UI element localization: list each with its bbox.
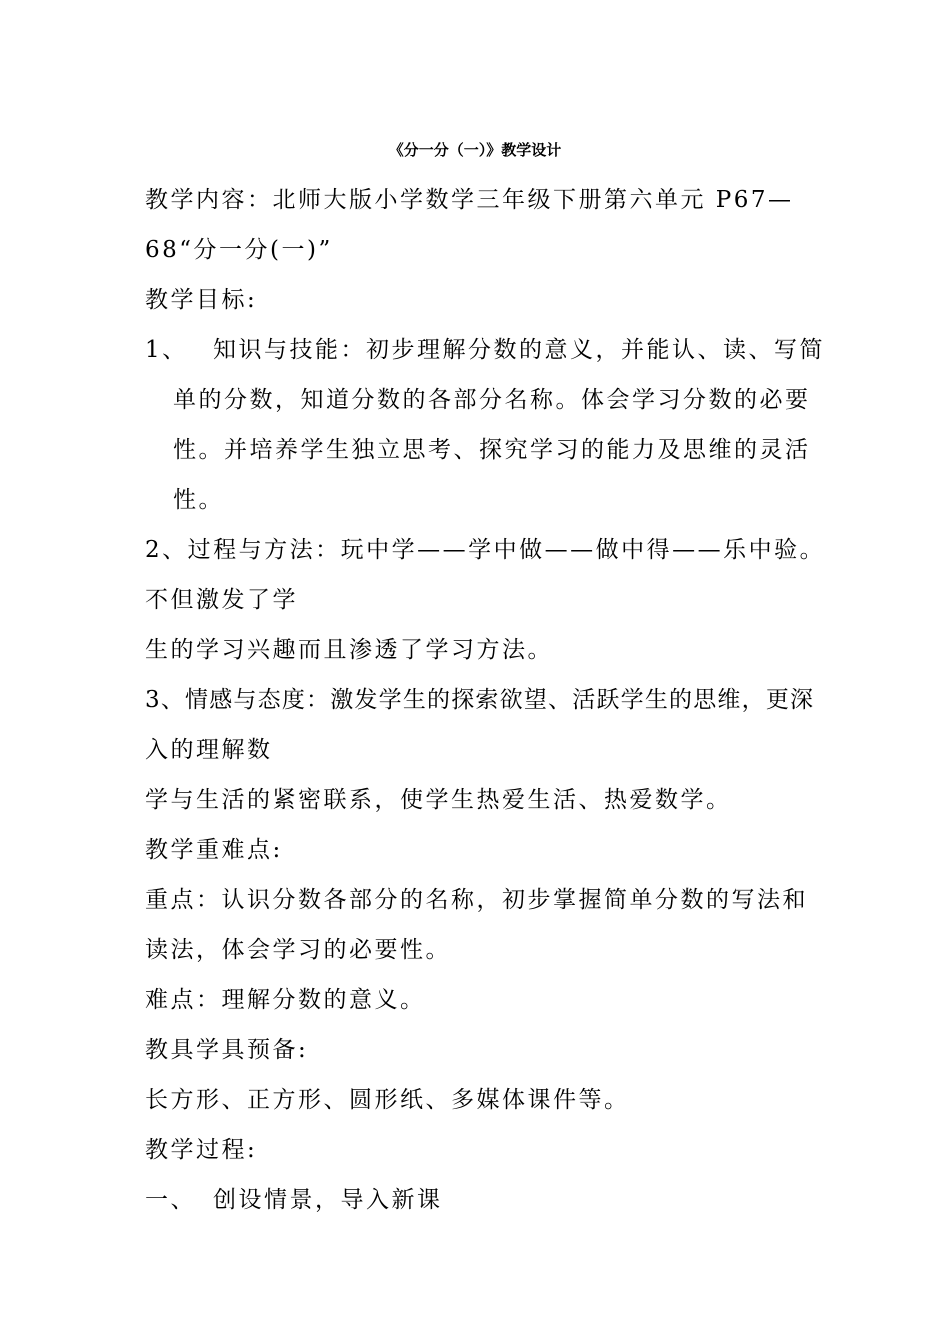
text-line: 创设情景，导入新课 <box>213 1187 443 1213</box>
list-number: 一、 <box>145 1187 196 1213</box>
section-heading: 教学过程: <box>145 1137 258 1163</box>
list-number: 1、 <box>145 337 188 363</box>
text-line: 3、情感与态度：激发学生的探索欲望、活跃学生的思维，更深 <box>145 687 815 713</box>
text-line: 生的学习兴趣而且渗透了学习方法。 <box>145 637 553 663</box>
text-line: 教学内容：北师大版小学数学三年级下册第六单元 P67— <box>145 187 794 213</box>
text-line: 不但激发了学 <box>145 587 298 613</box>
text-line: 性。并培养学生独立思考、探究学习的能力及思维的灵活 <box>173 437 811 463</box>
text-line: 单的分数，知道分数的各部分名称。体会学习分数的必要 <box>173 387 811 413</box>
section-heading: 教学重难点: <box>145 837 283 863</box>
text-line: 入的理解数 <box>145 737 273 763</box>
page-title: 《分一分（一）》教学设计 <box>388 141 562 159</box>
text-line: 知识与技能：初步理解分数的意义，并能认、读、写简 <box>213 337 825 363</box>
text-line: 读法，体会学习的必要性。 <box>145 937 451 963</box>
text-line: 学与生活的紧密联系，使学生热爱生活、热爱数学。 <box>145 787 732 813</box>
text-line: 重点：认识分数各部分的名称，初步掌握简单分数的写法和 <box>145 887 808 913</box>
text-line: 68“分一分(一)” <box>145 237 333 263</box>
text-line: 性。 <box>173 487 224 513</box>
text-line: 长方形、正方形、圆形纸、多媒体课件等。 <box>145 1087 630 1113</box>
text-line: 教学目标: <box>145 287 258 313</box>
text-line: 难点：理解分数的意义。 <box>145 987 426 1013</box>
text-line: 2、过程与方法：玩中学——学中做——做中得——乐中验。 <box>145 537 826 563</box>
section-heading: 教具学具预备: <box>145 1037 309 1063</box>
